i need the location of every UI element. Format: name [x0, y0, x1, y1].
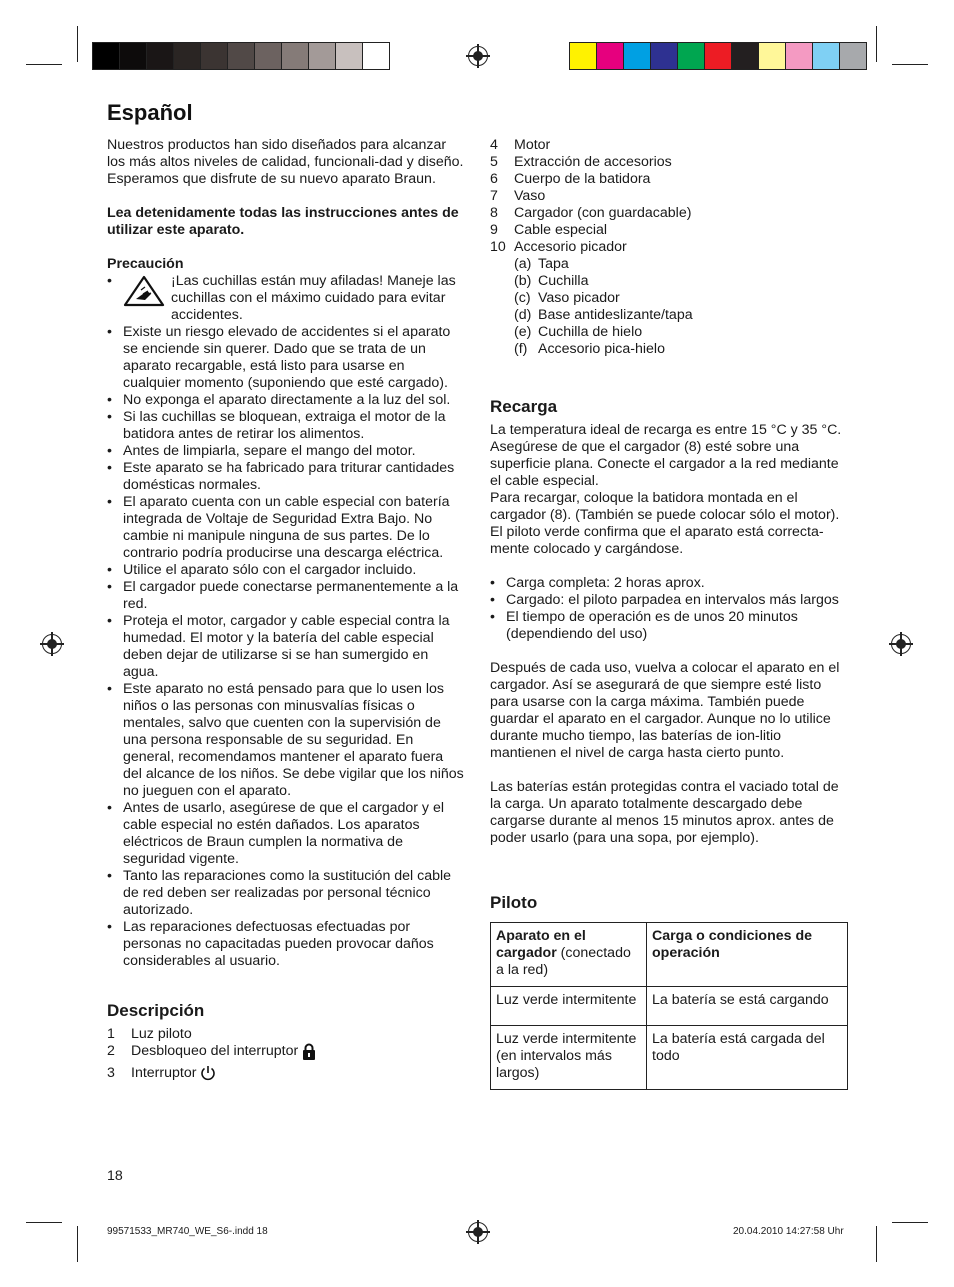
crop-mark: [77, 26, 78, 62]
crop-mark: [77, 1226, 78, 1262]
recarga-heading: Recarga: [490, 397, 558, 416]
list-item: • Carga completa: 2 horas aprox.: [490, 575, 705, 591]
list-item: • No exponga el aparato directamente a la luz del sol.: [107, 392, 451, 408]
color-swatch: [732, 43, 759, 69]
caution-item: • ¡Las cuchillas están muy afiladas! Maneje las cuchillas con el máximo cuidado para evitar accidentes.: [107, 273, 465, 324]
read-notice: Lea detenidamente todas las instrucciones antes de utilizar este aparato.: [107, 205, 459, 238]
list-item: • El cargador puede conectarse permanentemente a la red.: [107, 579, 459, 612]
registration-mark-icon: [42, 634, 62, 654]
intro-paragraph: Nuestros productos han sido diseñados para alcanzar los más altos niveles de calidad, funcionali-dad y diseño. Esperamos que disfrute de su nuevo aparato Braun.: [107, 137, 464, 187]
list-item: 4 Motor: [490, 137, 551, 153]
table-cell: Luz verde intermitente (en intervalos más largos): [491, 1026, 647, 1090]
list-item: • Cargado: el piloto parpadea en intervalos más largos: [490, 592, 839, 608]
color-swatch: [174, 43, 201, 69]
list-item: • El aparato cuenta con un cable especial con batería integrada de Voltaje de Seguridad Extra Bajo. No cambie ni manipule ninguna de sus partes. De lo contrario podría producirse una descarga eléctrica.: [107, 494, 450, 561]
page-number: 18: [107, 1168, 123, 1184]
caution-heading: Precaución: [107, 256, 184, 272]
list-item: • Las reparaciones defectuosas efectuadas por personas no capacitadas pueden provocar daños considerables al usuario.: [107, 919, 434, 969]
list-item: 8 Cargador (con guardacable): [490, 205, 692, 221]
table-row: [491, 923, 848, 987]
left-column: [107, 137, 465, 1086]
color-swatch: [651, 43, 678, 69]
table-header-cell: Aparato en el cargador (conectado a la red): [491, 923, 647, 987]
list-item: 10 Accesorio picador: [490, 239, 627, 255]
list-item: • Tanto las reparaciones como la sustitución del cable de red deben ser realizadas por personal técnico autorizado.: [107, 868, 452, 918]
list-item: 6 Cuerpo de la batidora: [490, 171, 651, 187]
caution-bullets: [107, 324, 465, 970]
list-item: • Si las cuchillas se bloquean, extraiga el motor de la batidora antes de retirar los alimentos.: [107, 409, 446, 442]
caution-text: ¡Las cuchillas están muy afiladas! Maneje las cuchillas con el máximo cuidado para evitar accidentes.: [171, 273, 456, 323]
crop-mark: [876, 26, 877, 62]
list-item: 2 Desbloqueo del interruptor: [107, 1043, 465, 1065]
list-item: 3 Interruptor: [107, 1065, 465, 1086]
color-swatch: [228, 43, 255, 69]
color-swatch: [93, 43, 120, 69]
crop-mark: [26, 64, 62, 65]
list-item: 5 Extracción de accesorios: [490, 154, 672, 170]
subparts-list: [490, 256, 850, 358]
list-item: (d) Base antideslizante/tapa: [514, 307, 693, 323]
registration-mark-icon: [468, 46, 488, 66]
recarga-paragraph: La temperatura ideal de recarga es entre 15 °C y 35 °C.: [490, 422, 842, 438]
blade-warning-icon: [123, 275, 171, 324]
list-item: • Utilice el aparato sólo con el cargador incluido.: [107, 562, 417, 578]
color-swatch: [570, 43, 597, 69]
table-cell: Luz verde intermitente: [491, 987, 647, 1026]
process-color-bar: [569, 42, 867, 70]
recarga-paragraph: Asegúrese de que el cargador (8) esté sobre una superficie plana. Conecte el cargador a la red mediante el cable especial.: [490, 439, 839, 489]
list-item: • El tiempo de operación es de unos 20 minutos (dependiendo del uso): [490, 609, 798, 642]
list-item: (c) Vaso picador: [514, 290, 620, 306]
description-heading: Descripción: [107, 1001, 205, 1020]
color-swatch: [624, 43, 651, 69]
color-swatch: [840, 43, 866, 69]
color-swatch: [813, 43, 840, 69]
power-icon: [200, 1065, 216, 1086]
gray-color-bar: [92, 42, 390, 70]
color-swatch: [336, 43, 363, 69]
lock-icon: [302, 1043, 316, 1065]
recarga-paragraph: Para recargar, coloque la batidora montada en el cargador (8). (También se puede colocar sólo el motor).: [490, 490, 840, 523]
table-row: [491, 987, 848, 1026]
page-title: Español: [107, 100, 193, 125]
color-swatch: [678, 43, 705, 69]
list-item: (f) Accesorio pica-hielo: [514, 341, 665, 357]
list-item: 7 Vaso: [490, 188, 546, 204]
color-swatch: [255, 43, 282, 69]
description-list: [107, 1026, 465, 1086]
crop-mark: [892, 1222, 928, 1223]
parts-list: [490, 137, 850, 256]
registration-mark-icon: [891, 634, 911, 654]
color-swatch: [201, 43, 228, 69]
list-item: (e) Cuchilla de hielo: [514, 324, 643, 340]
piloto-table: [490, 922, 848, 1090]
footer-date: 20.04.2010 14:27:58 Uhr: [733, 1226, 844, 1237]
color-swatch: [147, 43, 174, 69]
list-item: 9 Cable especial: [490, 222, 608, 238]
list-item: (b) Cuchilla: [514, 273, 589, 289]
list-item: • Este aparato no está pensado para que lo usen los niños o las personas con minusvalías físicas o mentales, salvo que cuenten con la supervisión de una persona responsable de su seguridad. En general, recomendamos mantener el aparato fuera del alcance de los niños. Se debe vigilar que los niños no jueguen con el aparato.: [107, 681, 464, 799]
recarga-paragraph: Las baterías están protegidas contra el vaciado total de la carga. Un aparato totalmente descargado debe cargarse durante al menos 15 minutos aprox. antes de poder usarlo (para una sopa, por ejemplo).: [490, 779, 839, 846]
table-header-cell: Carga o condiciones de operación: [647, 923, 848, 987]
right-column: [490, 137, 850, 1090]
list-item: (a) Tapa: [514, 256, 569, 272]
table-cell: La batería se está cargando: [647, 987, 848, 1026]
color-swatch: [705, 43, 732, 69]
color-swatch: [120, 43, 147, 69]
color-swatch: [597, 43, 624, 69]
list-item: • Antes de limpiarla, separe el mango del motor.: [107, 443, 416, 459]
recarga-paragraph: Después de cada uso, vuelva a colocar el aparato en el cargador. Así se asegurará de que siempre esté listo para usarse con la carga máxima. También puede guardar el aparato en el cargador. Aunque no lo utilice durante mucho tiempo, las baterías de ion-litio mantienen el nivel de carga hasta cierto punto.: [490, 660, 840, 761]
crop-mark: [26, 1222, 62, 1223]
list-item: • Antes de usarlo, asegúrese de que el cargador y el cable especial no estén dañados. Los aparatos eléctricos de Braun cumplen la normativa de seguridad vigente.: [107, 800, 444, 867]
recarga-paragraph: El piloto verde confirma que el aparato está correcta-mente colocado y cargándose.: [490, 524, 824, 557]
table-row: [491, 1026, 848, 1090]
list-item: • Existe un riesgo elevado de accidentes si el aparato se enciende sin querer. Dado que se trata de un aparato recargable, está listo para usarse en cualquier momento (suponiendo que esté cargado).: [107, 324, 451, 391]
crop-mark: [892, 64, 928, 65]
piloto-heading: Piloto: [490, 893, 538, 912]
registration-mark-icon: [468, 1222, 488, 1242]
list-item: • Este aparato se ha fabricado para triturar cantidades domésticas normales.: [107, 460, 455, 493]
color-swatch: [786, 43, 813, 69]
color-swatch: [363, 43, 389, 69]
footer-file-info: 99571533_MR740_WE_S6-.indd 18: [107, 1226, 268, 1237]
color-swatch: [282, 43, 309, 69]
list-item: 1 Luz piloto: [107, 1026, 192, 1042]
color-swatch: [759, 43, 786, 69]
table-cell: La batería está cargada del todo: [647, 1026, 848, 1090]
color-swatch: [309, 43, 336, 69]
crop-mark: [876, 1226, 877, 1262]
list-item: • Proteja el motor, cargador y cable especial contra la humedad. El motor y la batería del cable especial deben dejar de utilizarse si se han sumergido en agua.: [107, 613, 450, 680]
recarga-bullets: [490, 575, 850, 643]
